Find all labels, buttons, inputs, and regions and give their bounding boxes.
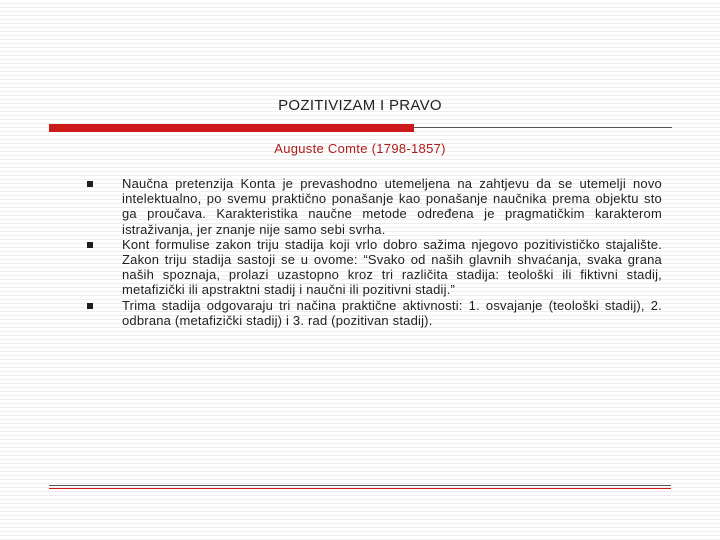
- footer-accent-line: [49, 488, 671, 489]
- slide-subtitle: Auguste Comte (1798-1857): [274, 141, 446, 156]
- bullet-text: Kont formulise zakon triju stadija koji vrlo dobro sažima njegovo pozitivističko stajalište. Zakon triju stadija sastoji se u ovome: “Svako od naših glavnih shvaćanja, svaka grana naših spoznaja, prolazi uzastopno kroz tri različita stadija: teološki ili fiktivni stadij, metafizički ili apstraktni stadij i naučni ili pozitivni stadij.”: [122, 236, 662, 298]
- bullet-list: [87, 176, 662, 328]
- bullet-text: Naučna pretenzija Konta je prevashodno utemeljena na zahtjevu da se utemelji novo intelektualno, po svemu praktično ponašanje kao ponašanje naučnika prema objektu sto ga proučava. Karakteristika naučne metode određena je pragmatičkim karakterom istraživanja, jer znanje nije samo sebi svrha.: [122, 176, 662, 237]
- square-bullet-icon: [87, 303, 93, 309]
- square-bullet-icon: [87, 181, 93, 187]
- bullet-item: [87, 237, 662, 298]
- title-divider-line: [414, 127, 672, 128]
- slide-title: POZITIVIZAM I PRAVO: [278, 97, 442, 114]
- footer-divider-line: [49, 485, 671, 486]
- bullet-text: Trima stadija odgovaraju tri načina praktične aktivnosti: 1. osvajanje (teološki stadij), 2. odbrana (metafizički stadij) i 3. rad (pozitivan stadij).: [122, 297, 662, 328]
- bullet-item: [87, 176, 662, 237]
- square-bullet-icon: [87, 242, 93, 248]
- title-accent-bar: [49, 124, 414, 132]
- bullet-item: [87, 298, 662, 328]
